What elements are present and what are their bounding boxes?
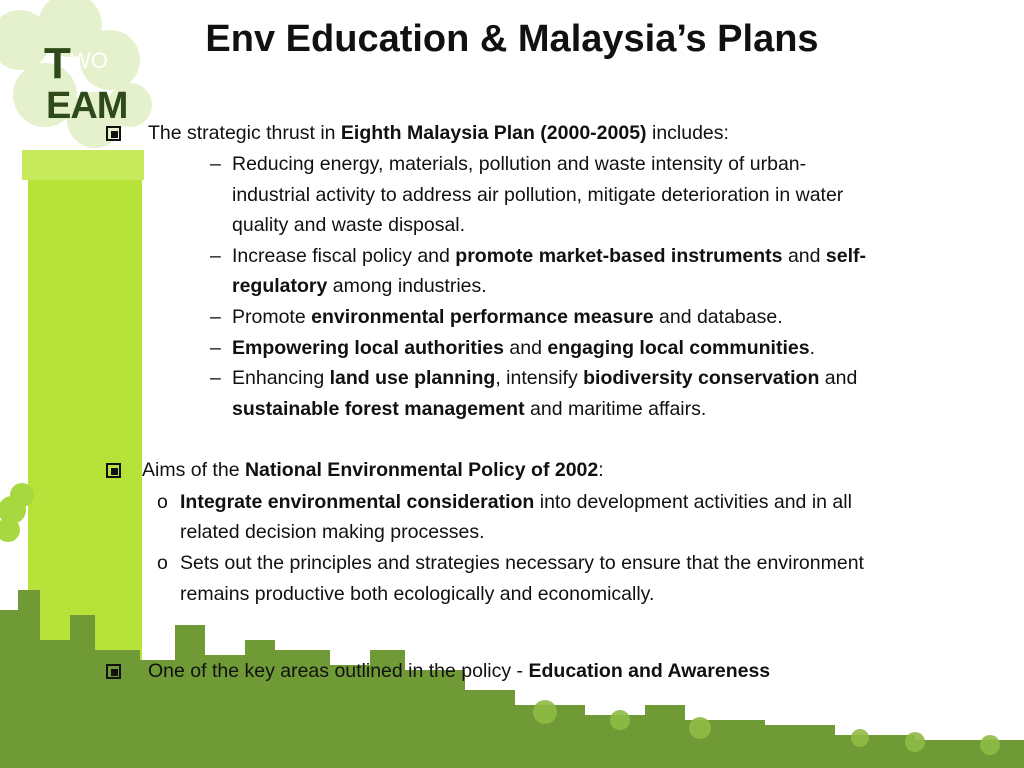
section1-intro: The strategic thrust in Eighth Malaysia Plan (2000-2005) includes:: [148, 122, 729, 144]
dash-bullet-icon: –: [210, 367, 221, 389]
section2-item1-line2: related decision making processes.: [180, 521, 485, 543]
section1-item3: Promote environmental performance measure and database.: [232, 306, 783, 328]
checkbox-bullet-icon: [106, 126, 121, 141]
logo-wo: WO: [70, 48, 108, 73]
page-title: Env Education & Malaysia’s Plans: [205, 18, 819, 60]
section1-item5-line2: sustainable forest management and maritime affairs.: [232, 398, 707, 420]
logo-eam: EAM: [46, 85, 128, 127]
section3-text: One of the key areas outlined in the policy - Education and Awareness: [148, 660, 771, 682]
dash-bullet-icon: –: [210, 153, 221, 175]
section2-intro: Aims of the National Environmental Policy of 2002:: [142, 459, 604, 481]
circle-bullet-icon: o: [157, 552, 168, 574]
logo-t: T: [44, 39, 71, 88]
checkbox-bullet-icon: [106, 664, 121, 679]
section2-item2-line1: Sets out the principles and strategies necessary to ensure that the environment: [180, 552, 864, 574]
section1-item2-line2: regulatory among industries.: [232, 275, 487, 297]
section2-item1-line1: Integrate environmental consideration into development activities and in all: [180, 491, 852, 513]
dash-bullet-icon: –: [210, 337, 221, 359]
dash-bullet-icon: –: [210, 245, 221, 267]
section1-item1-line1: Reducing energy, materials, pollution and waste intensity of urban-: [232, 153, 807, 175]
section1-item5-line1: Enhancing land use planning, intensify biodiversity conservation and: [232, 367, 858, 389]
dash-bullet-icon: –: [210, 306, 221, 328]
section1-item2-line1: Increase fiscal policy and promote market-based instruments and self-: [232, 245, 867, 267]
circle-bullet-icon: o: [157, 491, 168, 513]
section1-item1-line3: quality and waste disposal.: [232, 214, 466, 236]
checkbox-bullet-icon: [106, 463, 121, 478]
section2-item2-line2: remains productive both ecologically and economically.: [180, 583, 655, 605]
section1-item4: Empowering local authorities and engaging local communities.: [232, 337, 815, 359]
section1-item1-line2: industrial activity to address air pollution, mitigate deterioration in water: [232, 184, 844, 206]
